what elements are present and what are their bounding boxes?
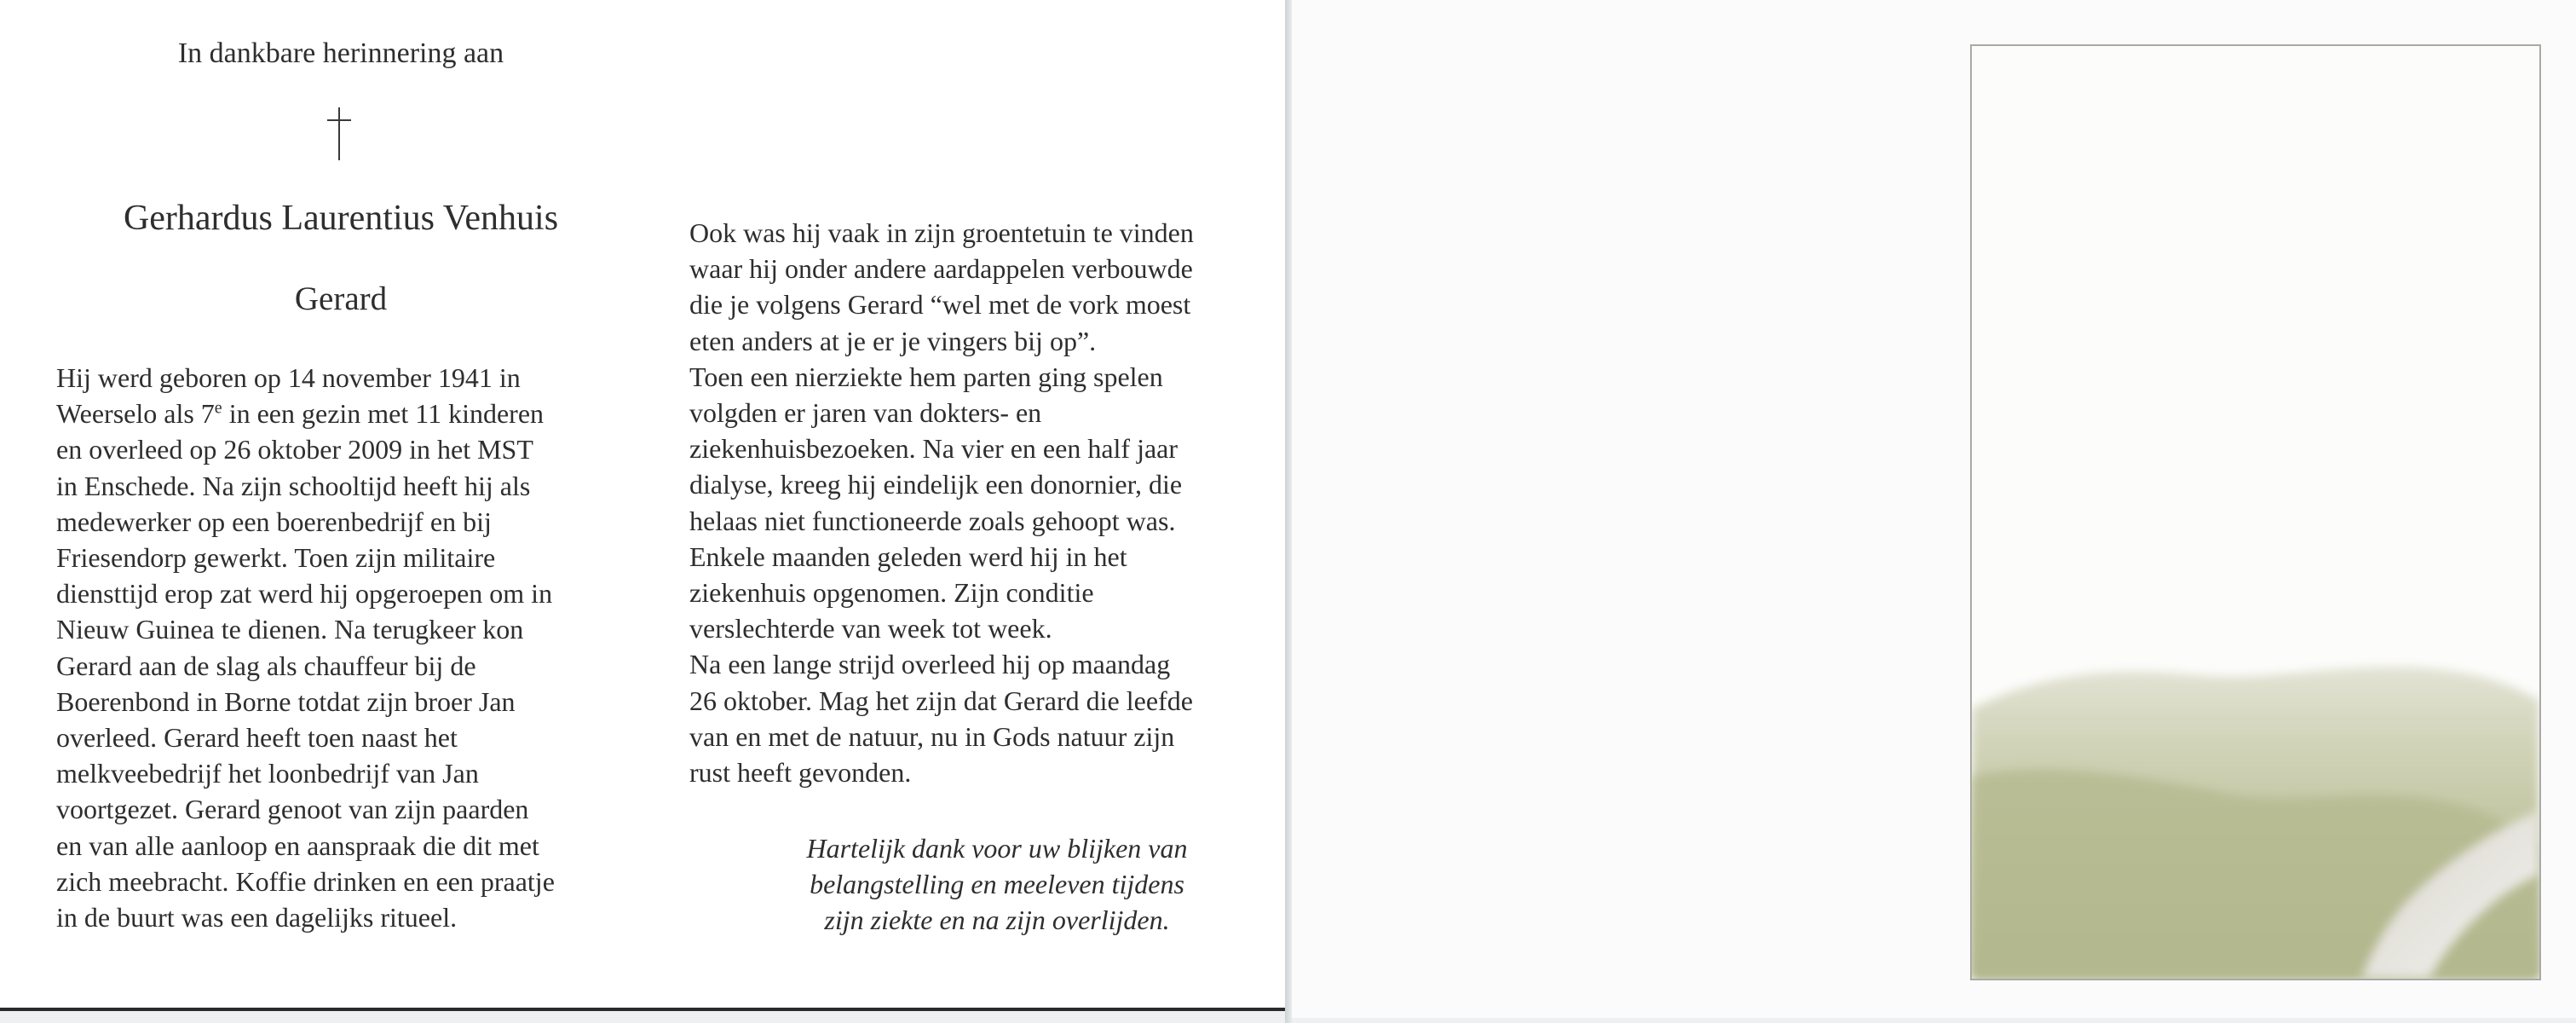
card-fold bbox=[1285, 0, 1292, 1023]
text-line: Toen een nierziekte hem parten ging spelen bbox=[689, 361, 1163, 392]
text-line: Weerselo als 7e in een gezin met 11 kinderen bbox=[56, 398, 545, 430]
text-line: Friesendorp gewerkt. Toen zijn militaire bbox=[56, 542, 496, 574]
text-line: diensttijd erop zat werd hij opgeroepen om in bbox=[56, 578, 553, 610]
text-line: zich meebracht. Koffie drinken en een praatje bbox=[56, 865, 555, 897]
text-line: helaas niet functioneerde zoals gehoopt was. bbox=[689, 505, 1176, 536]
biography-column-1 bbox=[56, 360, 653, 935]
text-line: die je volgens Gerard “wel met de vork moest bbox=[689, 289, 1191, 321]
photo-frame bbox=[1970, 44, 2541, 980]
text-line: volgden er jaren van dokters- en bbox=[689, 397, 1042, 429]
text-line: in Enschede. Na zijn schooltijd heeft hij als bbox=[56, 470, 531, 501]
text-line: rust heeft gevonden. bbox=[689, 757, 912, 789]
text-line: Ook was hij vaak in zijn groentetuin te vinden bbox=[689, 217, 1194, 248]
landscape-photo bbox=[1972, 46, 2539, 979]
text-line: verslechterde van week tot week. bbox=[689, 613, 1052, 644]
text-line: in de buurt was een dagelijks ritueel. bbox=[56, 902, 458, 933]
thanks-line: Hartelijk dank voor uw blijken van bbox=[806, 833, 1188, 864]
text-line: 26 oktober. Mag het zijn dat Gerard die leefde bbox=[689, 685, 1193, 716]
text-line: Hij werd geboren op 14 november 1941 in bbox=[56, 362, 521, 393]
deceased-name: Gerhardus Laurentius Venhuis bbox=[123, 199, 559, 238]
text-line: eten anders at je er je vingers bij op”. bbox=[689, 325, 1097, 356]
text-line: Enkele maanden geleden werd hij in het bbox=[689, 540, 1127, 572]
text-line: ziekenhuisbezoeken. Na vier en een half jaar bbox=[689, 433, 1179, 465]
text-line: Boerenbond in Borne totdat zijn broer Jan bbox=[56, 685, 516, 717]
thanks-line: zijn ziekte en na zijn overlijden. bbox=[824, 905, 1170, 936]
cross-icon bbox=[338, 107, 340, 160]
ordinal-superscript: e bbox=[214, 398, 222, 418]
photo-mist bbox=[1972, 46, 2539, 743]
text-line: Nieuw Guinea te dienen. Na terugkeer kon bbox=[56, 614, 524, 645]
biography-column-2 bbox=[689, 215, 1286, 790]
thank-you-note bbox=[682, 830, 1312, 939]
text-line: voortgezet. Gerard genoot van zijn paarden bbox=[56, 794, 529, 825]
text-line: Na een lange strijd overleed hij op maandag bbox=[689, 649, 1171, 680]
thanks-line: belangstelling en meeleven tijdens bbox=[810, 869, 1184, 900]
text-line: overleed. Gerard heeft toen naast het bbox=[56, 722, 458, 754]
text-line: dialyse, kreeg hij eindelijk een donornier, die bbox=[689, 469, 1183, 500]
text-line: waar hij onder andere aardappelen verbouwde bbox=[689, 253, 1193, 285]
text-line: melkveebedrijf het loonbedrijf van Jan bbox=[56, 758, 479, 789]
memorial-card-inner-left bbox=[0, 0, 1285, 1011]
text-line: en overleed op 26 oktober 2009 in het MST bbox=[56, 434, 533, 465]
text-line: van en met de natuur, nu in Gods natuur zijn bbox=[689, 720, 1175, 752]
text-line: medewerker op een boerenbedrijf en bij bbox=[56, 506, 492, 537]
intro-text: In dankbare herinnering aan bbox=[177, 38, 504, 69]
text-line: en van alle aanloop en aanspraak die dit met bbox=[56, 829, 539, 861]
text-line: ziekenhuis opgenomen. Zijn conditie bbox=[689, 577, 1094, 609]
text-line: Gerard aan de slag als chauffeur bij de bbox=[56, 650, 476, 681]
nickname: Gerard bbox=[294, 280, 388, 317]
